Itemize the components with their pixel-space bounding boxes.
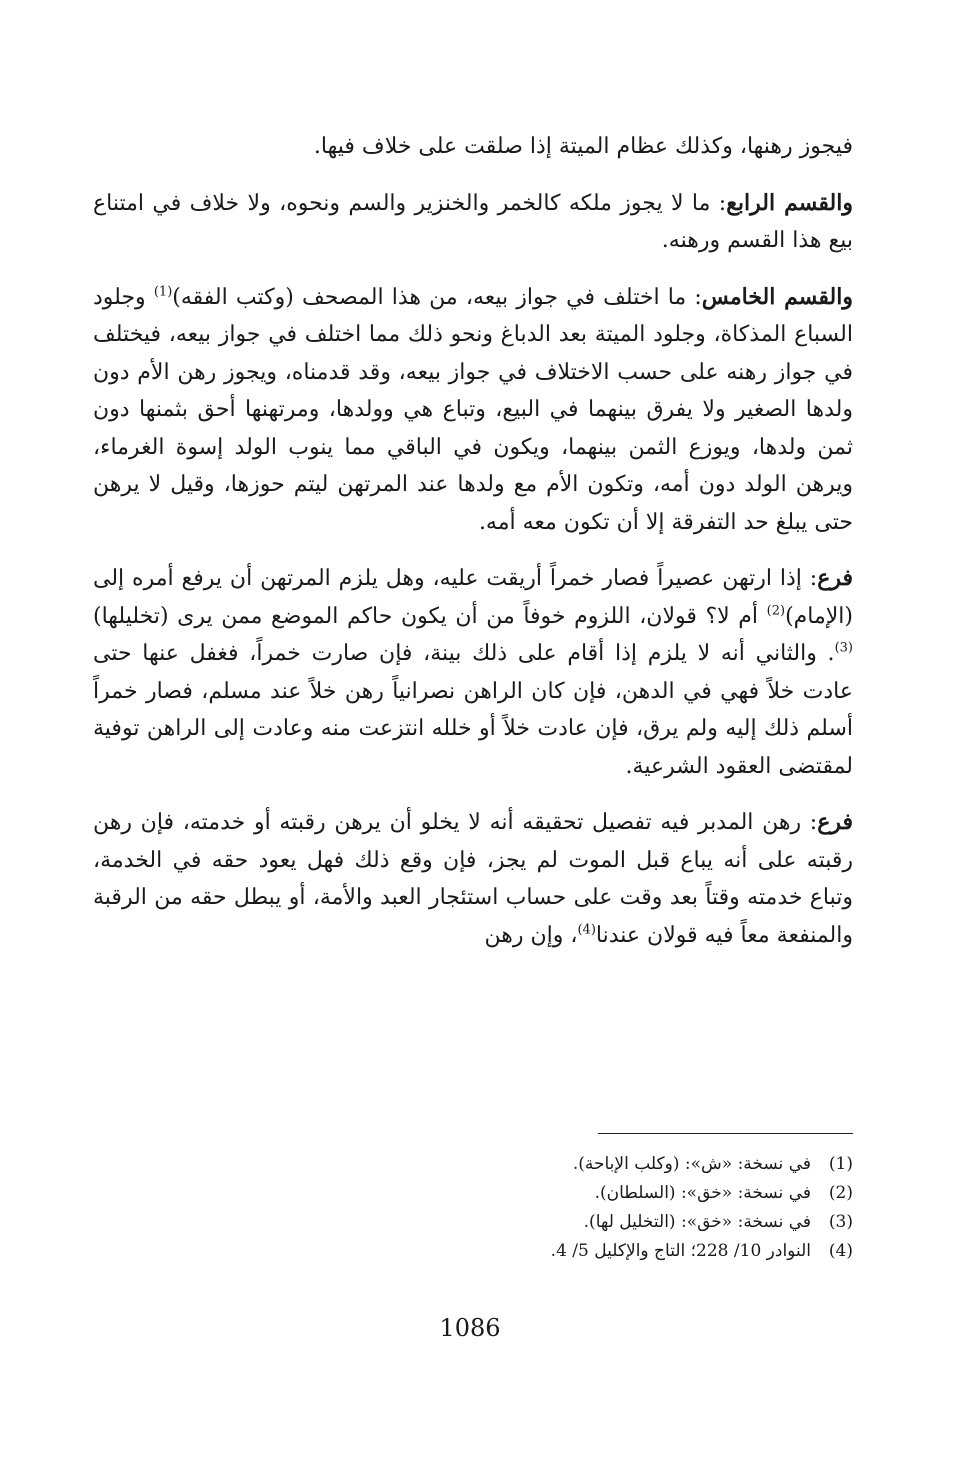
footnote-ref-3[interactable]: (3) xyxy=(834,640,853,656)
paragraph-1 xyxy=(93,128,853,166)
footnote-3 xyxy=(93,1208,853,1237)
paragraph-4-text-c: . والثاني أنه لا يلزم إذا أقام على ذلك بينة، فإن صارت خمراً، فغفل عنها حتى عادت خلاً فهي في الدهن، فإن كان الراهن نصرانياً رهن خلاً عند مسلم، فصار خمراً أسلم ذلك إليه ولم يرق، فإن عادت خلاً أو خلله انتزعت منه وعادت إلى الراهن توفية لمقتضى العقود الشرعية. xyxy=(93,641,853,779)
footnote-ref-1[interactable]: (1) xyxy=(153,284,173,300)
paragraph-2-text: : ما لا يجوز ملكه كالخمر والخنزير والسم ونحوه، ولا خلاف في امتناع بيع هذا القسم ورهنه. xyxy=(93,190,853,253)
paragraph-3-text-b: وجلود السباع المذكاة، وجلود الميتة بعد الدباغ ونحو ذلك مما اختلف في جواز بيعه، فيختلف في جواز رهنه على حسب الاختلاف في جواز بيعه، وقد قدمناه، ويجوز رهن الأم دون ولدها الصغير ولا يفرق بينهما في البيع، وتباع هي وولدها، ومرتهنها أحق بثمنها دون ثمن ولدها، ويوزع الثمن بينهما، ويكون في الباقي مما ينوب الولد إسوة الغرماء، ويرهن الولد دون أمه، وتكون الأم مع ولدها عند المرتهن ليتم حوزها، وقيل لا يرهن حتى يبلغ حد التفرقة إلا أن تكون معه أمه. xyxy=(93,284,853,535)
footnote-number: (4) xyxy=(828,1241,853,1261)
footnote-text: في نسخة: «خق»: (التخليل لها). xyxy=(583,1212,811,1232)
footnote-number: (1) xyxy=(828,1154,853,1174)
branch-heading-2: فرع xyxy=(817,809,853,835)
paragraph-2 xyxy=(93,185,853,260)
footnote-ref-2[interactable]: (2) xyxy=(766,603,786,619)
paragraph-4-text-b: أم لا؟ قولان، اللزوم خوفاً من أن يكون حاكم الموضع ممن يرى (تخليلها) xyxy=(93,603,767,629)
footnote-number: (2) xyxy=(828,1183,853,1203)
footnote-text: في نسخة: «ش»: (وكلب الإباحة). xyxy=(572,1154,811,1174)
footnote-ref-4[interactable]: (4) xyxy=(577,922,596,938)
paragraph-3 xyxy=(93,279,853,542)
page-number: 1086 xyxy=(439,1314,501,1342)
branch-heading-1: فرع xyxy=(817,565,853,591)
footnote-number: (3) xyxy=(828,1212,853,1232)
footnote-divider xyxy=(598,1133,853,1134)
paragraph-5-text-a: : رهن المدبر فيه تفصيل تحقيقه أنه لا يخلو أن يرهن رقبته أو خدمته، فإن رهن رقبته على أنه يباع قبل الموت لم يجز، فإن وقع ذلك فهل يعود حقه في الخدمة، وتباع خدمته وقتاً بعد وقت على حساب استئجار العبد والأمة، أو يبطل حقه من الرقبة والمنفعة معاً فيه قولان عندنا xyxy=(93,810,853,948)
paragraph-5-text-b: ، وإن رهن xyxy=(484,922,578,948)
paragraph-5 xyxy=(93,804,853,954)
footnote-4 xyxy=(93,1237,853,1266)
footnotes xyxy=(93,1150,853,1266)
footnote-1 xyxy=(93,1150,853,1179)
footnote-text: النوادر 10/ 228؛ التاج والإكليل 5/ 4. xyxy=(550,1241,811,1261)
footnote-2 xyxy=(93,1179,853,1208)
paragraph-4-text-a: : إذا ارتهن عصيراً فصار خمراً أريقت عليه، وهل يلزم المرتهن أن يرفع أمره إلى (الإمام) xyxy=(93,566,853,629)
main-text xyxy=(93,128,853,954)
section-heading-fourth: والقسم الرابع xyxy=(726,189,853,216)
section-heading-fifth: والقسم الخامس xyxy=(701,283,853,310)
footnote-text: في نسخة: «خق»: (السلطان). xyxy=(594,1183,811,1203)
paragraph-1-text: فيجوز رهنها، وكذلك عظام الميتة إذا صلقت على خلاف فيها. xyxy=(313,134,853,159)
paragraph-4 xyxy=(93,560,853,785)
paragraph-3-text-a: : ما اختلف في جواز بيعه، من هذا المصحف (وكتب الفقه) xyxy=(172,284,702,310)
